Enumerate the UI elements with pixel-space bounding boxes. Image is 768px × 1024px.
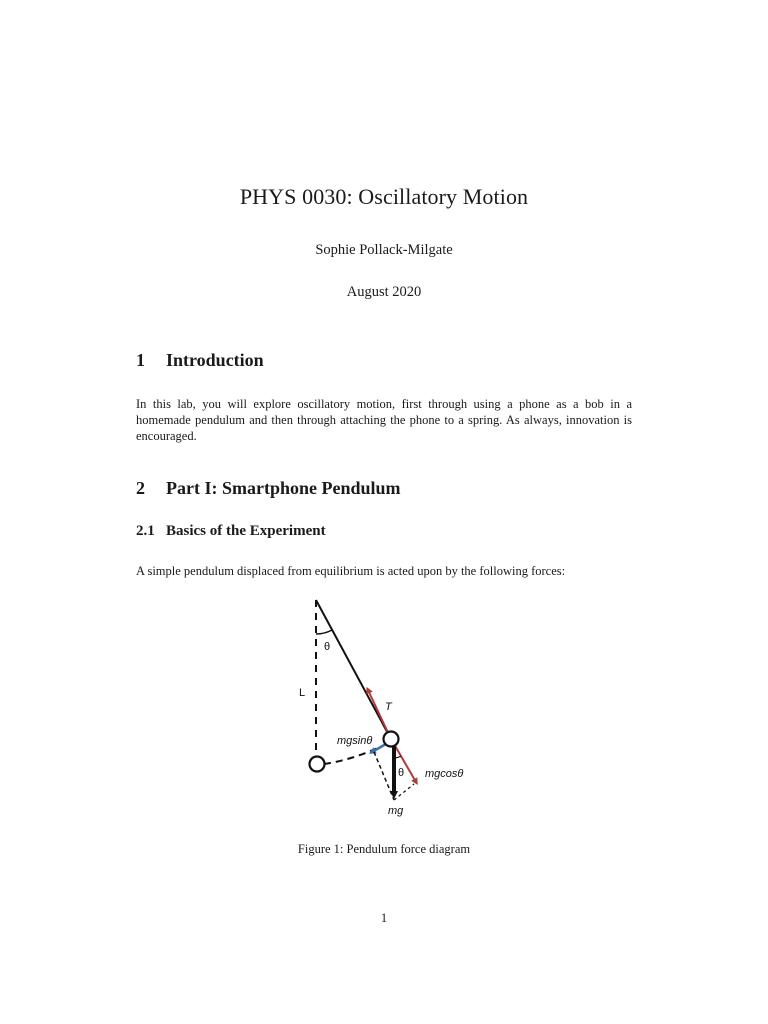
tension-label: T — [385, 701, 392, 713]
swing-dashed-arc — [324, 746, 382, 764]
pendulum-diagram-svg — [290, 592, 490, 822]
theta-top-label: θ — [324, 641, 331, 653]
projection-dashed-line-2 — [394, 784, 414, 800]
introduction-paragraph: In this lab, you will explore oscillatory motion, first through using a phone as a bob in a homemade pendulum and then through attaching the phone to a spring. As always, innovation is encouraged. — [136, 397, 632, 443]
length-label: L — [299, 687, 306, 699]
section-number: 2 — [136, 478, 145, 498]
pendulum-force-diagram — [290, 592, 490, 822]
section-title: Part I: Smartphone Pendulum — [166, 478, 401, 498]
subsection-title: Basics of the Experiment — [166, 523, 326, 539]
projection-dashed-line-1 — [374, 752, 394, 800]
subsection-heading-basics — [136, 523, 326, 540]
pendulum-string — [316, 600, 391, 739]
author-name: Sophie Pollack-Milgate — [315, 242, 453, 258]
page-number: 1 — [380, 911, 388, 925]
section-heading-part-one — [136, 478, 401, 499]
publication-date: August 2020 — [346, 284, 422, 300]
mg-sin-label: mgsinθ — [337, 735, 373, 747]
displaced-bob — [384, 732, 399, 747]
equilibrium-bob — [310, 757, 325, 772]
top-angle-arc — [316, 630, 332, 634]
basics-paragraph: A simple pendulum displaced from equilibrium is acted upon by the following forces: — [136, 564, 566, 578]
section-title: Introduction — [166, 350, 264, 370]
figure-caption: Figure 1: Pendulum force diagram — [297, 842, 471, 856]
mg-cos-label: mgcosθ — [425, 768, 464, 780]
subsection-number: 2.1 — [136, 523, 155, 539]
paper-title: PHYS 0030: Oscillatory Motion — [239, 184, 529, 209]
section-number: 1 — [136, 350, 145, 370]
mg-label: mg — [388, 805, 404, 817]
theta-bob-label: θ — [398, 767, 405, 779]
mg-sin-arrow — [372, 744, 386, 752]
section-heading-introduction — [136, 350, 264, 371]
